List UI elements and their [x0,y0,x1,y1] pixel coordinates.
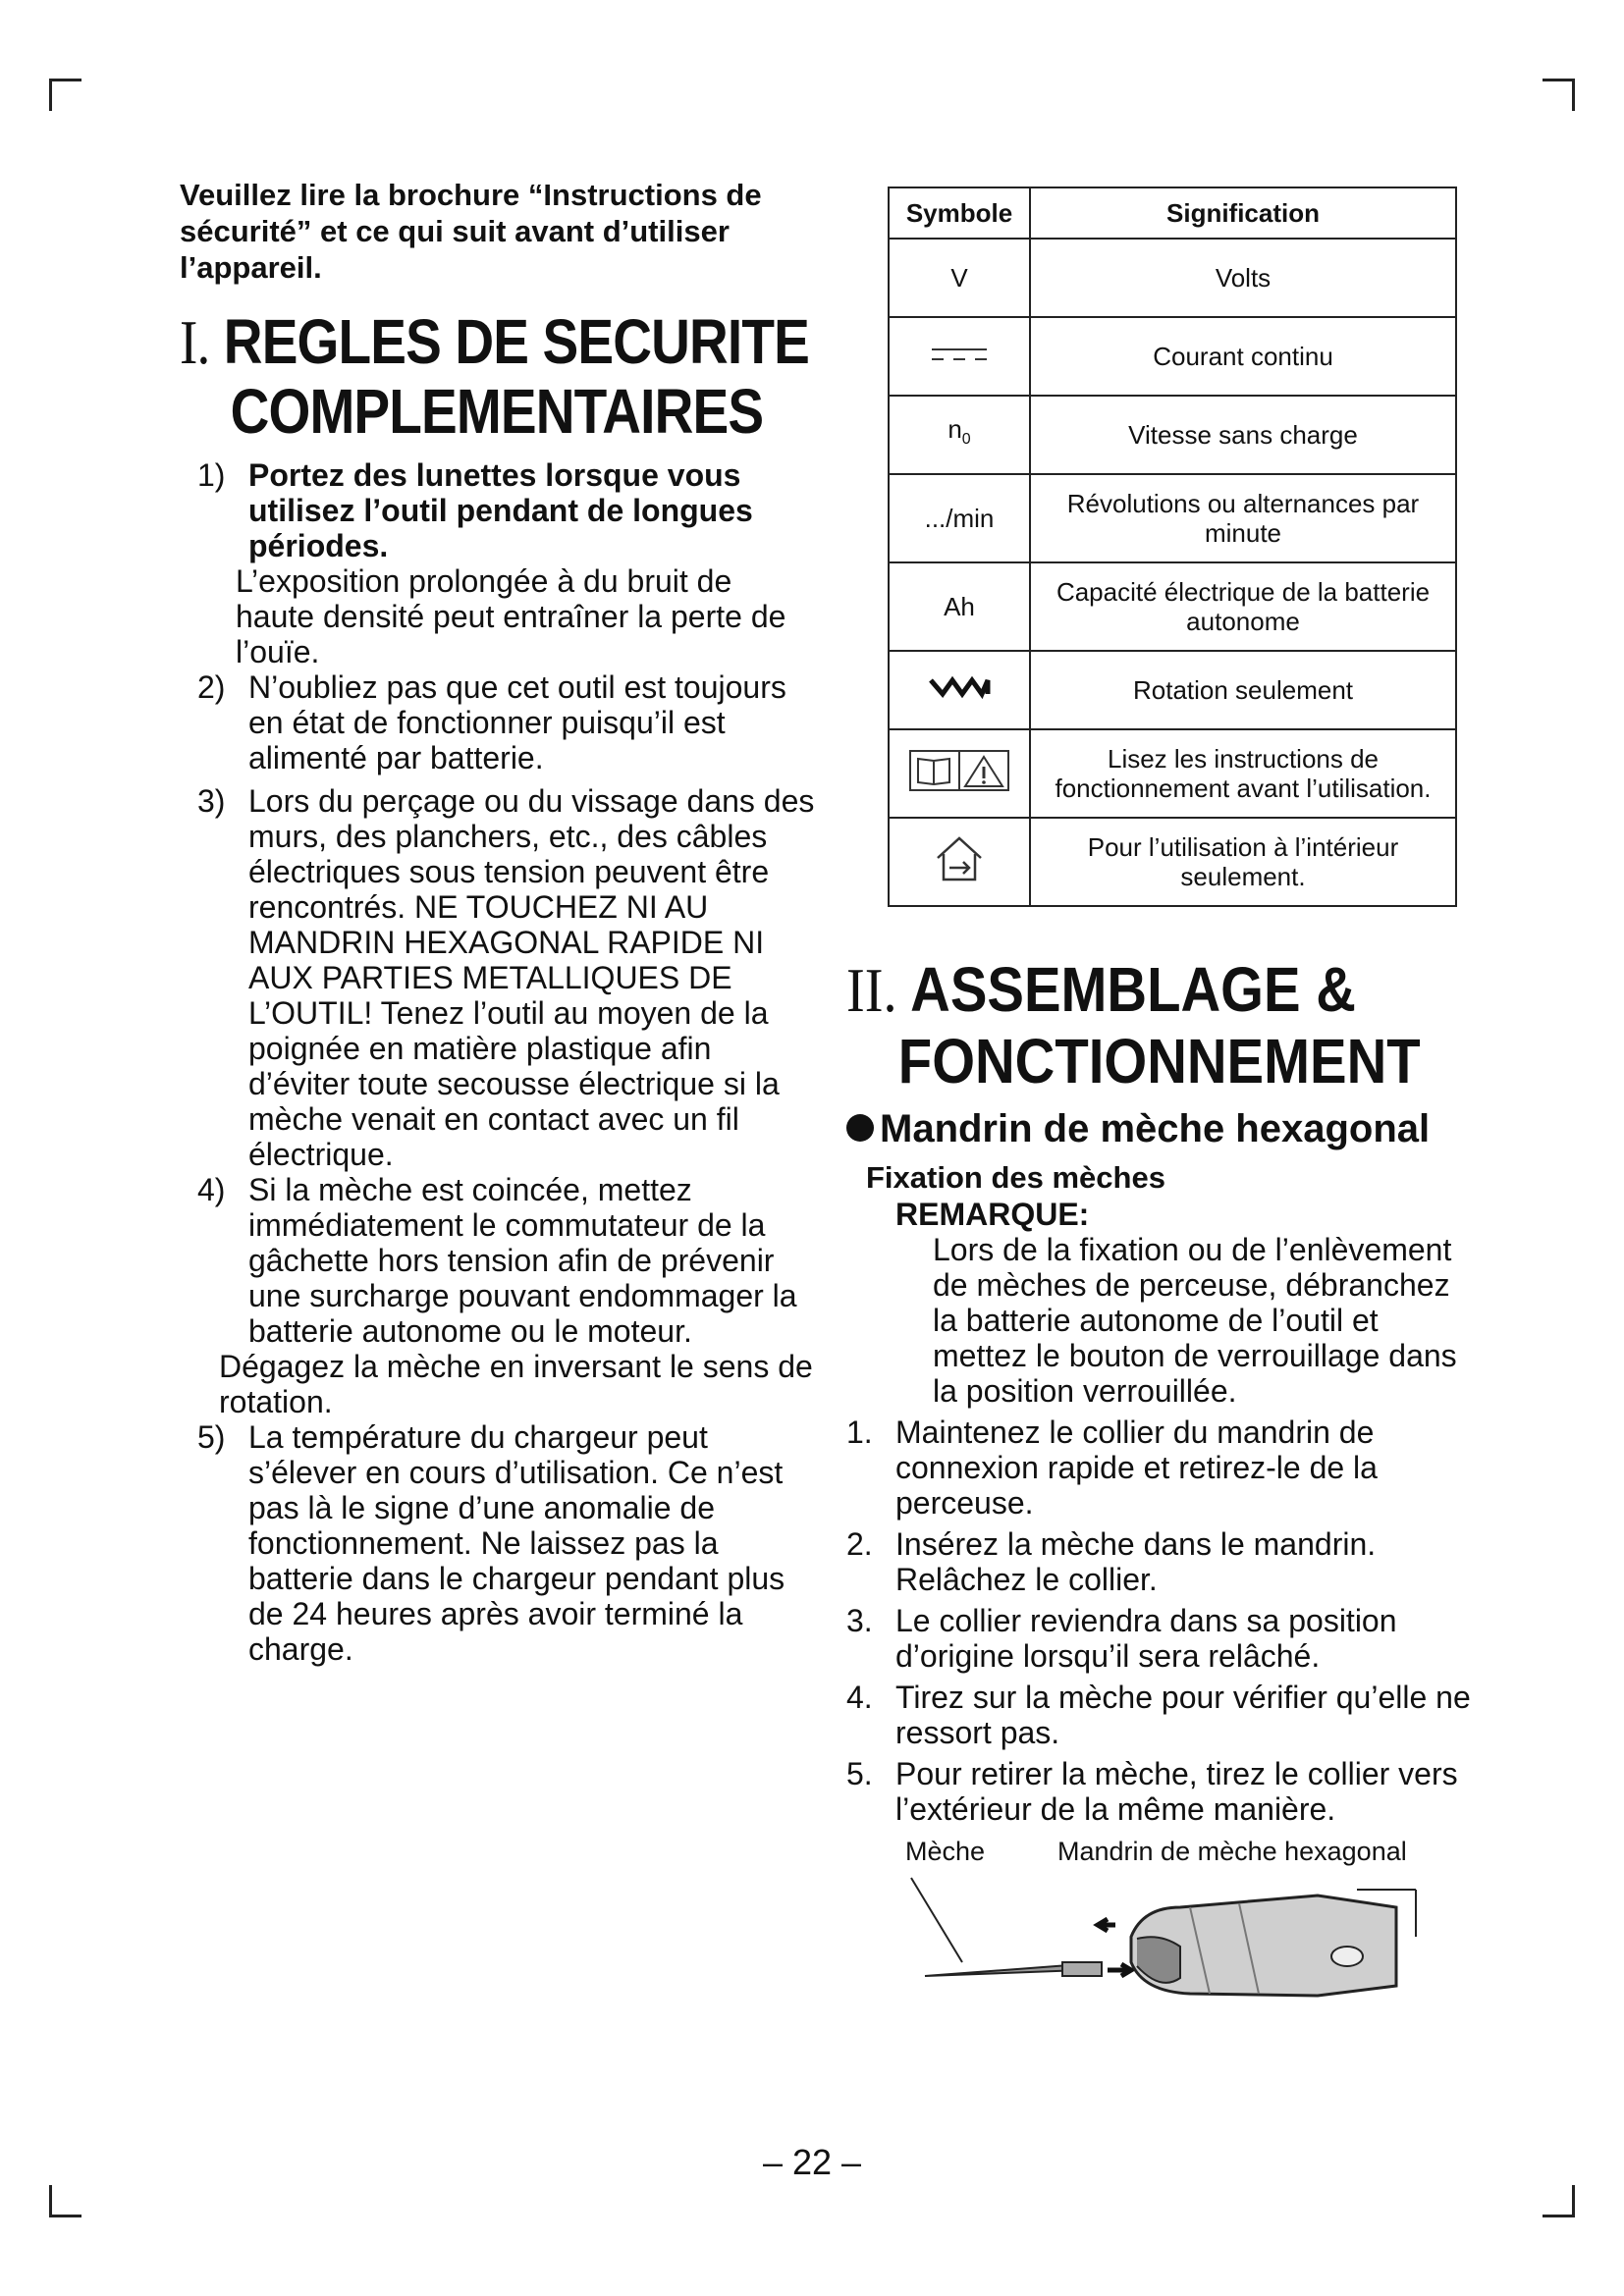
item-text: La température du chargeur peut s’élever en cours d’utilisation. Ce n’est pas là le signe d’une anomalie de fonctionnement. Ne laissez pas la batterie dans le chargeur pendant plus de 24 heures après avoir terminé la charge. [248,1419,785,1667]
meaning-cell: Volts [1030,239,1456,317]
section-2-roman: II. [846,955,897,1025]
list-item [180,669,818,775]
page-number: – 22 – [762,2142,862,2182]
step-text: Maintenez le collier du mandrin de connexion rapide et retirez-le de la perceuse. [895,1415,1378,1521]
remark-text: Lors de la fixation ou de l’enlèvement de mèches de perceuse, débranchez la batterie autonome de l’outil et mettez le bouton de verrouillage dans la position verrouillée. [933,1232,1457,1409]
crop-mark-top-right [1543,79,1575,111]
table-header-row [889,187,1456,239]
read-manual-icon [908,749,1010,792]
table-row [889,239,1456,317]
step-number: 2. [846,1526,873,1562]
item-text: Lors du perçage ou du vissage dans des murs, des planchers, etc., des câbles électriques sous tension peuvent être rencontrés. NE TOUCHEZ NI AU MANDRIN HEXAGONAL RAPIDE NI AUX PARTIES METALLIQUES DE L’OUTIL! Tenez l’outil au moyen de la poignée en matière plastique afin d’éviter toute secousse électrique si la mèche venait en contact avec un fil électrique. [248,783,815,1172]
symbol-table [888,187,1457,907]
item-number: 5) [197,1419,226,1455]
section-2-title-line1: ASSEMBLAGE & [910,954,1356,1025]
section-1-title [180,306,809,447]
bullet-icon [846,1114,874,1142]
symbol-cell [889,651,1030,729]
item-number: 4) [197,1172,226,1207]
list-item [180,1172,818,1419]
list-item [180,783,818,1172]
symbol-cell [889,317,1030,396]
remark-title: REMARQUE: [895,1197,1090,1232]
table-row [889,729,1456,818]
item-text: Si la mèche est coincée, mettez immédiatement le commutateur de la gâchette hors tension afin de prévenir une surcharge pouvant endommager la batterie autonome ou le moteur. [248,1172,797,1349]
item-bold-text: Portez des lunettes lorsque vous utilisez l’outil pendant de longues périodes. [248,457,753,563]
meaning-cell: Vitesse sans charge [1030,396,1456,474]
table-row [889,651,1456,729]
right-column [846,187,1475,2013]
meaning-cell: Rotation seulement [1030,651,1456,729]
table-row [889,317,1456,396]
step-text: Pour retirer la mèche, tirez le collier vers l’extérieur de la même manière. [895,1756,1458,1827]
list-item [846,1415,1475,1521]
list-item [846,1680,1475,1750]
header-meaning: Signification [1030,187,1456,239]
item-number: 3) [197,783,226,819]
meaning-cell: Pour l’utilisation à l’intérieur seulement. [1030,818,1456,906]
item-text: L’exposition prolongée à du bruit de haute densité peut entraîner la perte de l’ouïe. [236,563,786,669]
crop-mark-bottom-right [1543,2185,1575,2217]
table-row [889,396,1456,474]
list-item [846,1526,1475,1597]
subsection-title [846,1106,1475,1151]
step-text: Tirez sur la mèche pour vérifier qu’elle ne ressort pas. [895,1680,1471,1750]
step-text: Le collier reviendra dans sa position d’origine lorsqu’il sera relâché. [895,1603,1397,1674]
section-2-title-line2: FONCTIONNEMENT [897,1026,1421,1096]
section-2-title [846,954,1421,1096]
subsection-title-text: Mandrin de mèche hexagonal [880,1107,1431,1150]
step-number: 5. [846,1756,873,1791]
item-number: 1) [197,457,226,493]
section-1-title-line1: REGLES DE SECURITE [223,306,809,377]
item-text: N’oubliez pas que cet outil est toujours en état de fonctionner puisqu’il est alimenté par batterie. [248,669,786,775]
symbol-cell [889,818,1030,906]
figure-label-bit: Mèche [905,1837,986,1866]
left-column [180,177,818,1667]
symbol-cell [889,729,1030,818]
dc-icon [928,342,991,365]
crop-mark-bottom-left [49,2185,81,2217]
step-number: 1. [846,1415,873,1450]
symbol-cell: $n_0$ [889,396,1030,474]
step-number: 4. [846,1680,873,1715]
table-row [889,818,1456,906]
bit-insertion-figure [846,1837,1475,2013]
meaning-cell: Courant continu [1030,317,1456,396]
crop-mark-top-left [49,79,81,111]
symbol-cell: V [889,239,1030,317]
symbol-cell: Ah [889,562,1030,651]
table-row [889,562,1456,651]
meaning-cell: Capacité électrique de la batterie autonome [1030,562,1456,651]
figure-label-chuck: Mandrin de mèche hexagonal [1057,1837,1407,1866]
list-item [846,1756,1475,1827]
rotation-icon [925,672,994,702]
intro-text: Veuillez lire la brochure “Instructions de sécurité” et ce qui suit avant d’utiliser l’appareil. [180,178,762,285]
step-text: Insérez la mèche dans le mandrin. Relâchez le collier. [895,1526,1377,1597]
item-number: 2) [197,669,226,705]
list-item [180,1419,818,1667]
drill-illustration [886,1868,1435,2015]
steps-list [846,1415,1475,1827]
item-subtext: Dégagez la mèche en inversant le sens de rotation. [219,1349,813,1419]
symbol-cell: .../min [889,474,1030,562]
safety-list [180,457,818,1667]
header-symbol: Symbole [889,187,1030,239]
list-item [180,457,818,669]
meaning-cell: Lisez les instructions de fonctionnement avant l’utilisation. [1030,729,1456,818]
table-row [889,474,1456,562]
section-1-roman: I. [180,307,210,377]
step-number: 3. [846,1603,873,1638]
list-item [846,1603,1475,1674]
subsubsection-title: Fixation des mèches [866,1160,1165,1195]
meaning-cell: Révolutions ou alternances par minute [1030,474,1456,562]
indoor-icon [932,834,987,883]
section-1-title-line2: COMPLEMENTAIRES [230,376,764,447]
